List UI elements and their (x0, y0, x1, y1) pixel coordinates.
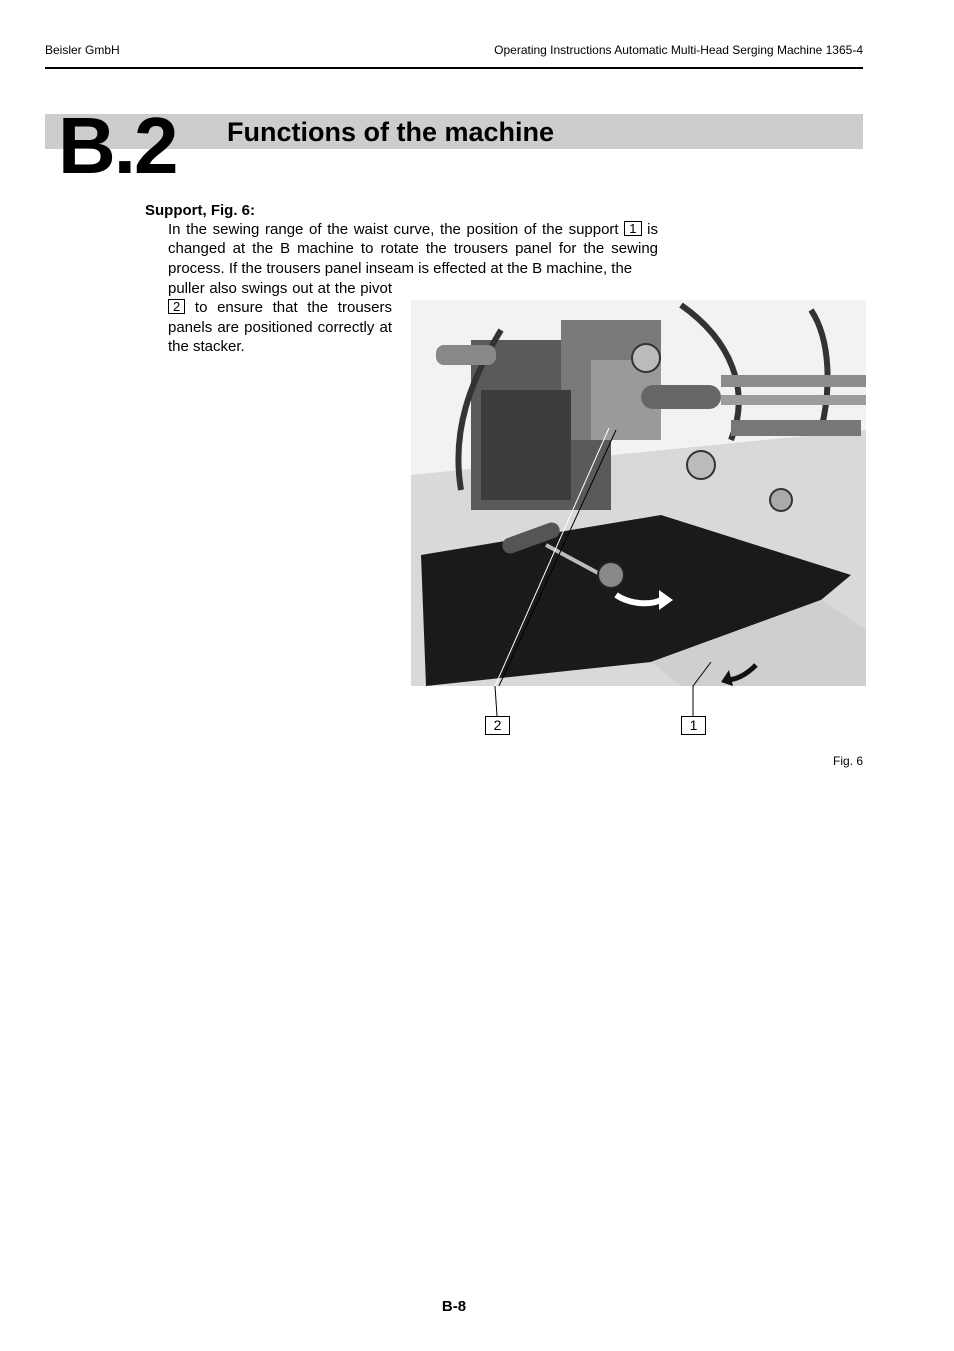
page-number: B-8 (441, 1298, 467, 1315)
figure-caption: Fig. 6 (832, 754, 863, 768)
support-text-3: puller also swings out at the pivot (168, 280, 392, 297)
support-text-1: In the sewing range of the waist curve, the position of the support (168, 221, 619, 238)
header-company: Beisler GmbH (45, 43, 120, 57)
support-text-2: is changed at the B machine to rotate the trousers panel for the sewing process. If the trousers panel inseam is effected at the B machine, the (168, 221, 658, 277)
support-paragraph (168, 220, 658, 278)
callout-leaders (411, 686, 866, 718)
header-doc-title: Operating Instructions Automatic Multi-Head Serging Machine 1365-4 (494, 43, 863, 57)
ref-box-2: 2 (168, 299, 185, 314)
section-title: Functions of the machine (227, 117, 555, 147)
support-text-4: to ensure that the trousers panels are positioned correctly at the stacker. (168, 299, 392, 355)
section-number: B.2 (58, 101, 177, 190)
callout-2: 2 (485, 716, 510, 735)
support-heading: Support, Fig. 6: (145, 202, 255, 219)
support-paragraph-cont (168, 279, 392, 356)
ref-box-1: 1 (624, 221, 641, 236)
machine-photo (411, 300, 866, 686)
header-rule (45, 67, 863, 69)
callout-1: 1 (681, 716, 706, 735)
